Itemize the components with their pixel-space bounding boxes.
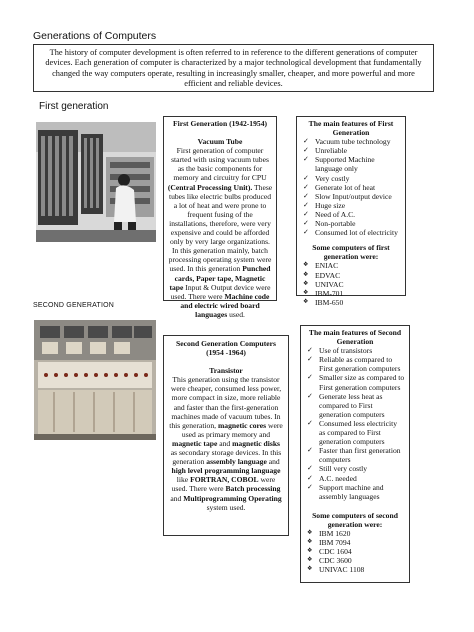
list-item: ✓ Faster than first generation computers xyxy=(305,446,405,464)
body-text: and xyxy=(217,438,233,448)
second-generation-photo xyxy=(34,320,156,440)
second-generation-heading: SECOND GENERATION xyxy=(33,302,115,309)
list-item: ✓ Unreliable xyxy=(301,146,401,155)
list-item: ✓ Very costly xyxy=(301,174,401,183)
second-computers-title: Some computers of second generation were: xyxy=(312,510,398,529)
list-item: ✓ Consumed less electricity as compared to First generation computers xyxy=(305,419,405,446)
list-item: ✓ Still very costly xyxy=(305,464,405,473)
list-item: ✓ Support machine and assembly languages xyxy=(305,483,405,501)
first-features-list xyxy=(301,137,401,237)
first-generation-box-title: First Generation (1942-1954) xyxy=(172,119,268,128)
list-item: ✓ Generate less heat as compared to First generation computers xyxy=(305,392,405,419)
list-item: ❖ IBM 7094 xyxy=(305,538,405,547)
list-item: ❖ IBM-650 xyxy=(301,298,401,307)
body-bold-text: Machine code and electric wired board languages xyxy=(180,291,270,319)
body-text: First generation of computer started with using vacuum tubes as the basic components for memory and circuitry for CPU xyxy=(171,146,269,183)
list-item: ✓ Need of A.C. xyxy=(301,210,401,219)
list-item: ❖ IBM 1620 xyxy=(305,529,405,538)
list-item: ❖ CDC 3600 xyxy=(305,556,405,565)
list-item: ✓ Supported Machine language only xyxy=(301,155,401,173)
body-bold-text: Multiprogramming Operating xyxy=(183,493,282,503)
body-text: used. xyxy=(227,309,245,319)
body-bold-text: Punched cards, Paper tape, Magnetic tape xyxy=(169,264,271,292)
first-generation-subtitle: Vacuum Tube xyxy=(197,137,243,147)
list-item: ✓ Non-portable xyxy=(301,219,401,228)
body-bold-text: Batch processing xyxy=(225,484,281,494)
list-item: ❖ EDVAC xyxy=(301,271,401,280)
list-item: ✓ Smaller size as compared to First generation computers xyxy=(305,373,405,391)
body-text: as secondary storage devices. In this generation xyxy=(170,448,282,467)
body-bold-text: high level programming language xyxy=(171,466,281,476)
body-text: and xyxy=(266,457,280,467)
body-text: were used as primary memory and xyxy=(181,420,283,439)
body-bold-text: magnetic tape xyxy=(172,438,218,448)
body-text: This generation using the transistor were cheaper, consumed less power, more compact in size, more reliable and faster than the first-generation machines made of vacuum tubes. In this generation, xyxy=(169,375,282,430)
first-computers-list xyxy=(301,261,401,306)
list-item: ❖ UNIVAC 1108 xyxy=(305,565,405,574)
body-text: Input & Output device were used. There were xyxy=(170,282,271,301)
body-text: and xyxy=(170,493,184,503)
intro-text: The history of computer development is often referred to in reference to the different generations of computer devices. Each generation of computer is characterized by a major technological development that fundamentally changed the way computers operate, resulting in increasingly smaller, cheaper, and more powerful and more efficient and reliable devices. xyxy=(45,48,422,89)
body-text: These tubes like electric bulbs produced a lot of heat and were prone to frequent fusing of the installations, therefore, were very expensive and could be afforded only by very large organizations. In this generation mainly, batch processing operating system were used. In this generation xyxy=(168,182,273,274)
body-bold-text: assembly language xyxy=(206,457,267,467)
first-generation-description-box xyxy=(163,116,277,319)
list-item: ✓ A.C. needed xyxy=(305,474,405,483)
list-item: ❖ ENIAC xyxy=(301,261,401,270)
list-item: ❖ UNIVAC xyxy=(301,280,401,289)
body-text: were used. There were xyxy=(171,475,276,494)
intro-box xyxy=(33,44,434,92)
second-features-title: The main features of Second Generation xyxy=(308,328,402,347)
second-generation-box-title: Second Generation Computers (1954 -1964) xyxy=(176,339,276,358)
body-text: system used. xyxy=(206,502,246,512)
list-item: ✓ Vacuum tube technology xyxy=(301,137,401,146)
body-bold-text: magnetic cores xyxy=(217,420,267,430)
first-generation-heading: First generation xyxy=(39,101,109,112)
second-features-list xyxy=(305,346,405,501)
page-title: Generations of Computers xyxy=(33,30,157,42)
body-text: like xyxy=(176,475,191,485)
first-generation-photo xyxy=(36,122,156,242)
second-generation-subtitle: Transistor xyxy=(209,366,243,376)
second-computers-list xyxy=(305,529,405,574)
second-generation-body xyxy=(168,375,284,511)
second-generation-description-box xyxy=(163,335,289,536)
first-computers-title: Some computers of first generation were: xyxy=(312,243,390,262)
list-item: ✓ Reliable as compared to First generation computers xyxy=(305,355,405,373)
list-item: ❖ IBM-701 xyxy=(301,289,401,298)
list-item: ✓ Slow Input/output device xyxy=(301,192,401,201)
list-item: ✓ Consumed lot of electricity xyxy=(301,228,401,237)
list-item: ✓ Use of transistors xyxy=(305,346,405,355)
body-bold-text: (Central Processing Unit). xyxy=(167,182,253,192)
second-generation-features-box xyxy=(300,325,410,583)
first-generation-features-box xyxy=(296,116,406,307)
list-item: ✓ Generate lot of heat xyxy=(301,183,401,192)
body-bold-text: FORTRAN, COBOL xyxy=(190,475,259,485)
list-item: ✓ Huge size xyxy=(301,201,401,210)
first-features-title: The main features of First Generation xyxy=(308,119,394,138)
list-item: ❖ CDC 1604 xyxy=(305,547,405,556)
body-bold-text: magnetic disks xyxy=(232,438,280,448)
first-generation-body xyxy=(167,146,273,319)
